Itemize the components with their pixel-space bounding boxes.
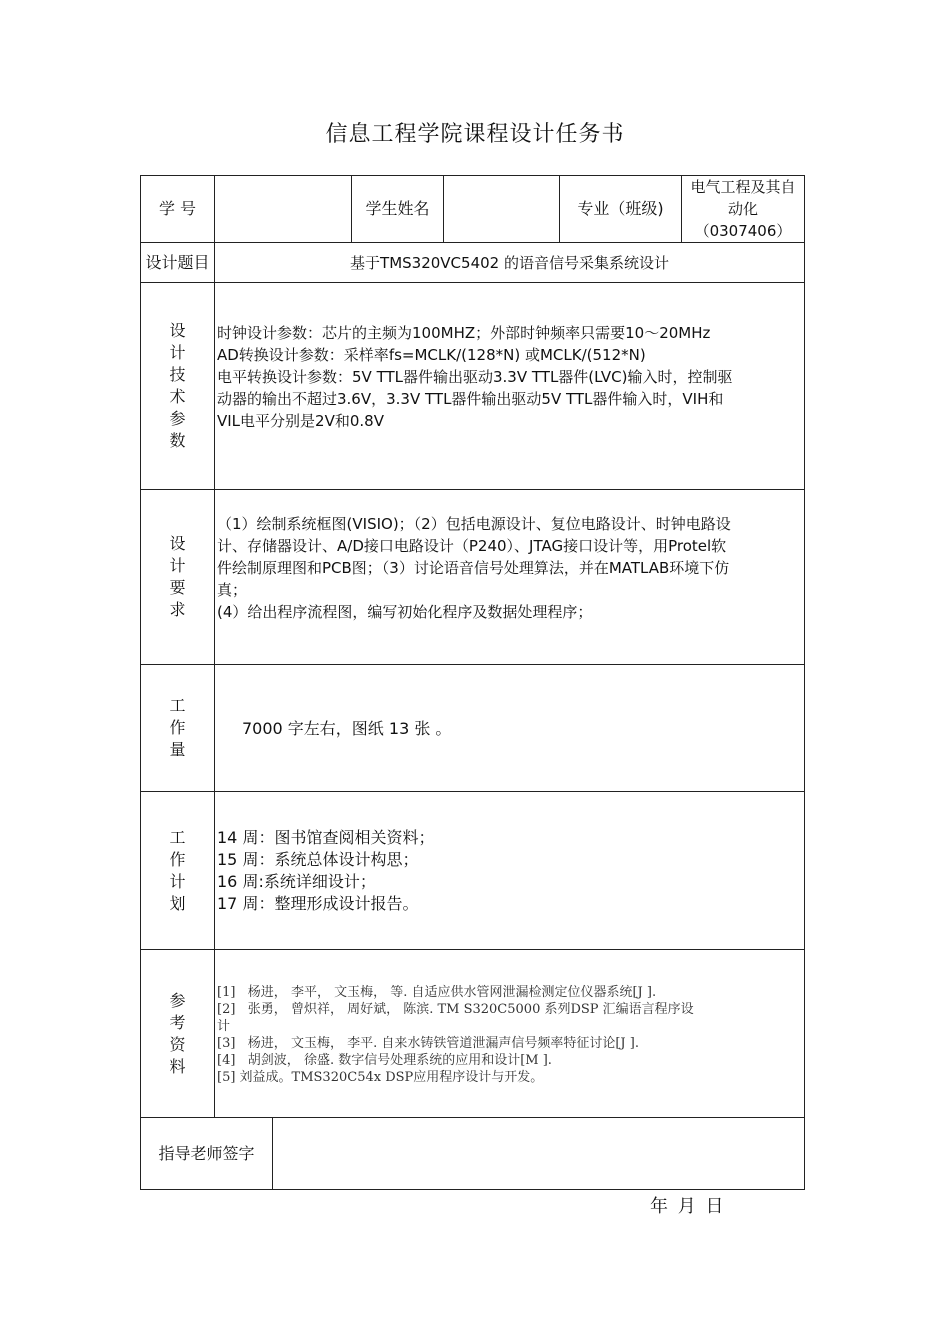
student-name-label: 学生姓名	[365, 199, 430, 218]
reference-item: [4] 胡剑波， 徐盛. 数字信号处理系统的应用和设计[M ].	[217, 1053, 552, 1068]
text-line: 15 周：系统总体设计构思；	[217, 850, 419, 869]
major-value: 电气工程及其自动化（0307406）	[690, 178, 796, 240]
reference-item: [3] 杨进， 文玉梅， 李平. 自来水铸铁管道泄漏声信号频率特征讨论[J ].	[217, 1036, 639, 1051]
student-id-value[interactable]	[215, 176, 351, 242]
text-line: 件绘制原理图和PCB图；（3）讨论语音信号处理算法，并在MATLAB环境下仿	[217, 559, 730, 577]
row-divider	[140, 489, 805, 490]
topic-label: 设计题目	[145, 252, 210, 272]
reference-item: [1] 杨进， 李平， 文玉梅， 等. 自适应供水管网泄漏检测定位仪器系统[J ].	[217, 985, 657, 1000]
tech-params-content	[217, 322, 805, 432]
text-line: VIL电平分别是2V和0.8V	[217, 412, 384, 430]
date-line: 年 月 日	[650, 1196, 726, 1217]
text-line: 14 周：图书馆查阅相关资料；	[217, 828, 435, 847]
plan-label: 工 作 计 划	[169, 827, 186, 913]
workload-label: 工 作 量	[169, 696, 186, 759]
student-name-value[interactable]	[444, 176, 559, 242]
row-divider	[140, 949, 805, 950]
text-line: 真；	[217, 581, 248, 599]
row-divider	[140, 791, 805, 792]
text-line: AD转换设计参数：采样率fs=MCLK/(128*N) 或MCLK/(512*N)	[217, 346, 646, 364]
reference-item: [2] 张勇， 曾炽祥， 周好斌， 陈滨. TM S320C5000 系列DSP 汇编语言程序设	[217, 1002, 694, 1017]
reference-item: [5] 刘益成。TMS320C54x DSP应用程序设计与开发。	[217, 1070, 544, 1085]
text-line: 动器的输出不超过3.6V，3.3V TTL器件输出驱动5V TTL器件输入时，VIH和	[217, 390, 724, 408]
col-divider	[214, 242, 215, 1118]
text-line: 时钟设计参数：芯片的主频为100MHZ；外部时钟频率只需要10～20MHz	[217, 324, 711, 342]
workload-content: 7000 字左右，图纸 13 张 。	[242, 719, 452, 738]
signature-value[interactable]	[273, 1118, 804, 1189]
topic-value: 基于TMS320VC5402 的语音信号采集系统设计	[350, 253, 669, 272]
reference-item: 计	[217, 1019, 231, 1034]
row-divider	[140, 664, 805, 665]
major-label: 专业（班级)	[577, 199, 664, 218]
requirements-label: 设 计 要 求	[169, 534, 186, 619]
references-content	[217, 984, 803, 1086]
plan-content	[217, 827, 797, 915]
tech-params-label: 设 计 技 术 参 数	[169, 321, 186, 450]
text-line: 计、存储器设计、A/D接口电路设计（P240）、JTAG接口设计等，用Protel软	[217, 537, 727, 555]
references-label: 参 考 资 料	[169, 990, 186, 1076]
page-title: 信息工程学院课程设计任务书	[325, 122, 625, 147]
text-line: 电平转换设计参数：5V TTL器件输出驱动3.3V TTL器件(LVC)输入时，控制驱	[217, 368, 733, 386]
text-line: 16 周:系统详细设计；	[217, 872, 376, 891]
text-line: (4）给出程序流程图，编写初始化程序及数据处理程序；	[217, 603, 593, 621]
row-divider	[140, 282, 805, 283]
student-id-label: 学 号	[158, 199, 197, 218]
signature-label: 指导老师签字	[158, 1143, 255, 1163]
requirements-content	[217, 513, 805, 623]
text-line: （1）绘制系统框图(VISIO)；（2）包括电源设计、复位电路设计、时钟电路设	[217, 515, 731, 533]
text-line: 17 周：整理形成设计报告。	[217, 894, 419, 913]
